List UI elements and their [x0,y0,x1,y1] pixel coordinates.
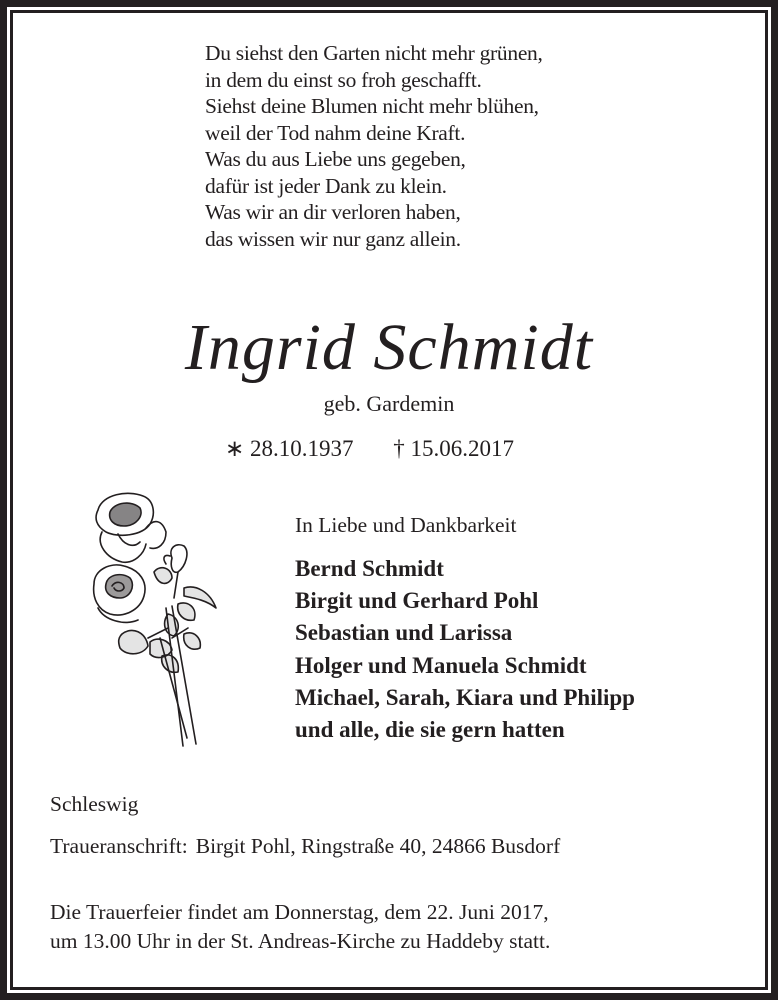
rose-bouquet-icon [88,488,223,748]
memorial-poem [205,40,543,252]
service-line: um 13.00 Uhr in der St. Andreas-Kirche zu Haddeby statt. [50,929,551,953]
death-date: † 15.06.2017 [393,436,515,461]
dedication-line: In Liebe und Dankbarkeit [295,513,517,537]
birth-date: ∗ 28.10.1937 [225,436,354,461]
poem-line: weil der Tod nahm deine Kraft. [205,120,466,145]
poem-line: dafür ist jeder Dank zu klein. [205,173,447,198]
poem-line: Du siehst den Garten nicht mehr grünen, [205,41,543,65]
mourner-name: Holger und Manuela Schmidt [295,652,587,678]
address-value: Birgit Pohl, Ringstraße 40, 24866 Busdorf [195,834,561,858]
poem-line: das wissen wir nur ganz allein. [205,226,461,251]
poem-line: Siehst deine Blumen nicht mehr blühen, [205,94,539,118]
place-name: Schleswig [50,792,139,816]
mourning-address [50,832,560,860]
mourner-name: Sebastian und Larissa [295,620,513,646]
address-label: Traueranschrift: [50,834,188,858]
poem-line: Was du aus Liebe uns gegeben, [205,147,466,171]
funeral-service-info [50,898,550,956]
life-dates [225,434,514,464]
deceased-name: Ingrid Schmidt [184,311,594,384]
service-line: Die Trauerfeier findet am Donnerstag, dem 22. Juni 2017, [50,900,549,924]
mourner-name: Michael, Sarah, Kiara und Philipp [295,684,635,710]
poem-line: Was wir an dir verloren haben, [205,200,461,224]
mourner-name: Bernd Schmidt [295,556,444,581]
maiden-name: geb. Gardemin [323,391,455,416]
mourners-list [295,553,635,746]
mourner-name: Birgit und Gerhard Pohl [295,588,539,614]
poem-line: in dem du einst so froh geschafft. [205,67,482,92]
mourner-name: und alle, die sie gern hatten [295,717,565,743]
